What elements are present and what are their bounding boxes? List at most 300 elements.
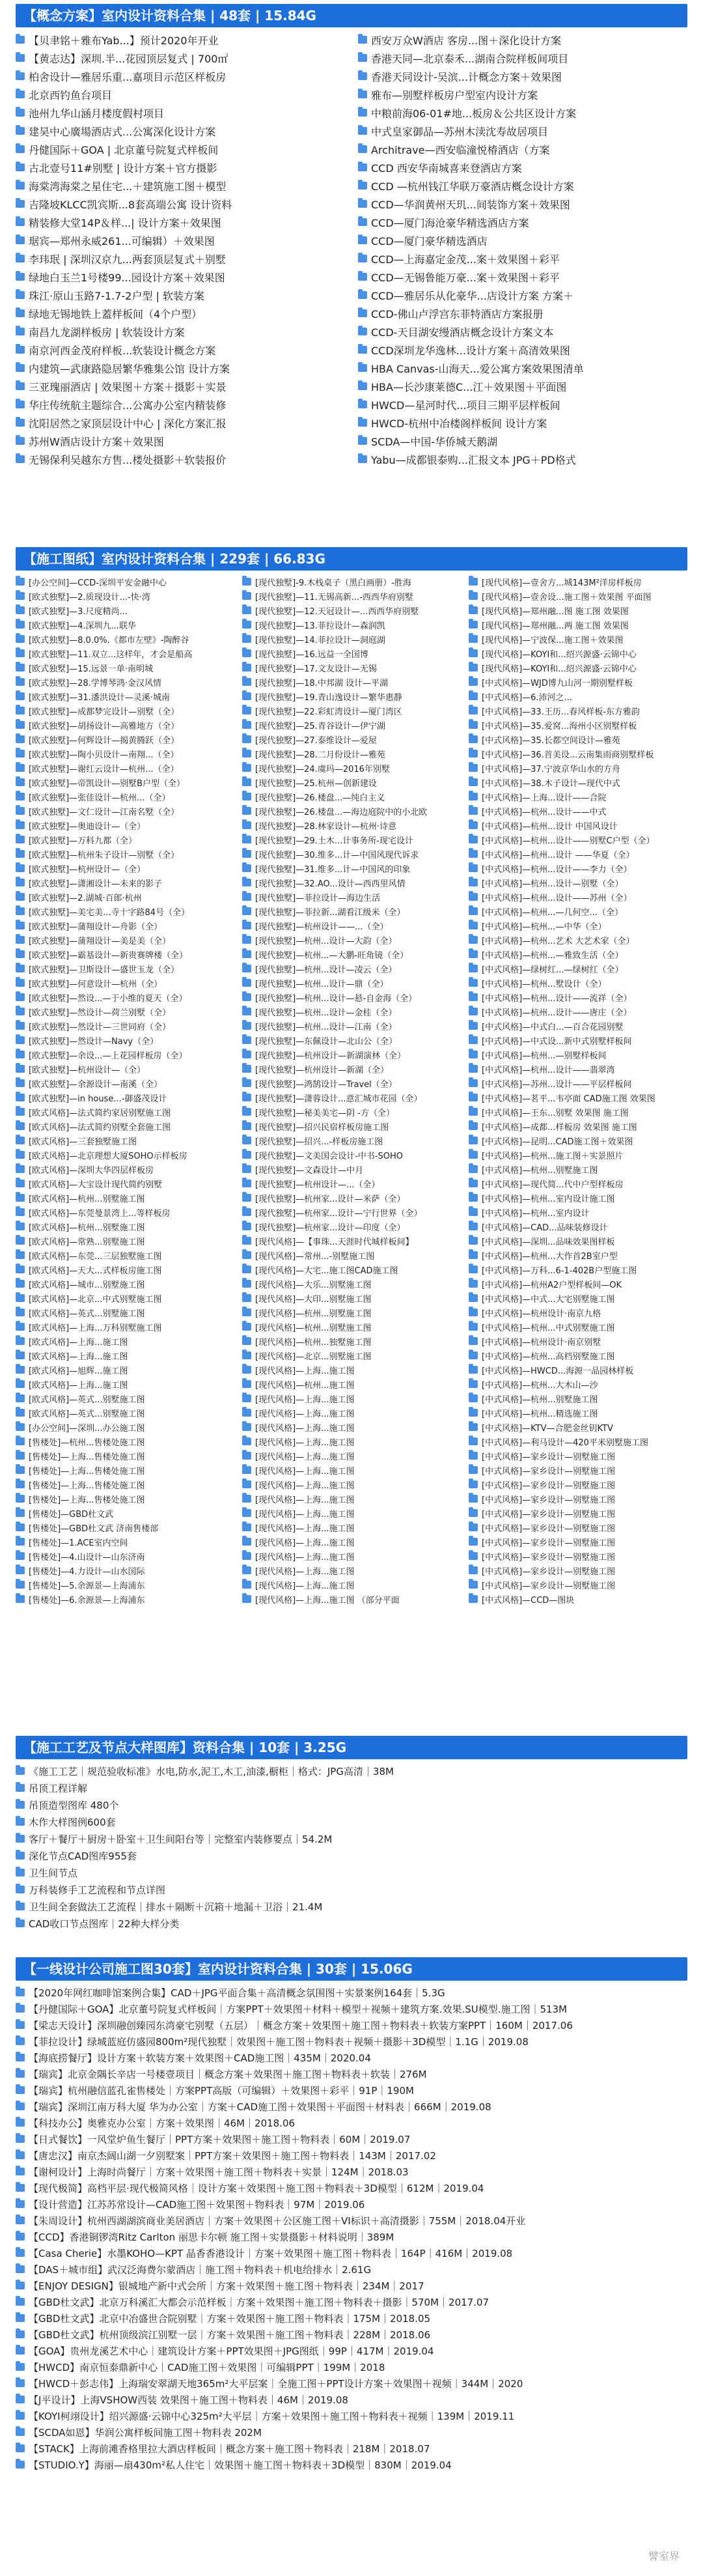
list-item[interactable] — [242, 1564, 461, 1576]
list-item[interactable] — [16, 1335, 234, 1347]
list-item[interactable] — [16, 87, 345, 102]
list-item[interactable] — [242, 834, 461, 845]
list-item[interactable] — [16, 1900, 687, 1913]
list-item[interactable] — [469, 1579, 687, 1591]
list-item[interactable] — [16, 2051, 687, 2064]
list-item[interactable] — [16, 977, 234, 989]
list-item[interactable] — [242, 690, 461, 702]
list-item[interactable] — [242, 1579, 461, 1591]
list-item[interactable] — [16, 2377, 687, 2390]
list-item[interactable] — [16, 197, 345, 211]
list-item[interactable] — [469, 834, 687, 845]
list-item[interactable] — [16, 2279, 687, 2292]
list-item[interactable] — [16, 1917, 687, 1930]
list-item[interactable] — [242, 676, 461, 688]
list-item[interactable] — [242, 1350, 461, 1361]
list-item[interactable] — [16, 2084, 687, 2097]
list-item[interactable] — [469, 776, 687, 788]
list-item[interactable] — [16, 397, 345, 412]
list-item[interactable] — [469, 604, 687, 616]
list-item[interactable] — [16, 619, 234, 630]
list-item[interactable] — [16, 1235, 234, 1247]
list-item[interactable] — [469, 1192, 687, 1204]
list-item[interactable] — [16, 834, 234, 845]
list-item[interactable] — [469, 590, 687, 602]
list-item[interactable] — [16, 819, 234, 831]
list-item[interactable] — [16, 178, 345, 193]
list-item[interactable] — [16, 590, 234, 602]
list-item[interactable] — [358, 270, 687, 284]
list-item[interactable] — [469, 1206, 687, 1218]
list-item[interactable] — [242, 590, 461, 602]
list-item[interactable] — [469, 1034, 687, 1046]
list-item[interactable] — [242, 1450, 461, 1462]
list-item[interactable] — [16, 1493, 234, 1505]
list-item[interactable] — [242, 1593, 461, 1605]
list-item[interactable] — [16, 1249, 234, 1261]
list-item[interactable] — [469, 1536, 687, 1548]
list-item[interactable] — [358, 251, 687, 266]
list-item[interactable] — [242, 662, 461, 673]
list-item[interactable] — [358, 178, 687, 193]
list-item[interactable] — [242, 848, 461, 860]
list-item[interactable] — [16, 2312, 687, 2325]
list-item[interactable] — [16, 891, 234, 903]
list-item[interactable] — [358, 361, 687, 375]
list-item[interactable] — [358, 288, 687, 302]
list-item[interactable] — [16, 791, 234, 802]
list-item[interactable] — [242, 1163, 461, 1175]
list-item[interactable] — [242, 948, 461, 960]
list-item[interactable] — [16, 991, 234, 1003]
list-item[interactable] — [16, 1049, 234, 1060]
list-item[interactable] — [16, 2360, 687, 2373]
list-item[interactable] — [242, 762, 461, 774]
list-item[interactable] — [16, 1077, 234, 1089]
list-item[interactable] — [16, 1550, 234, 1562]
list-item[interactable] — [242, 963, 461, 974]
list-item[interactable] — [242, 1020, 461, 1032]
list-item[interactable] — [469, 819, 687, 831]
list-item[interactable] — [358, 306, 687, 320]
list-item[interactable] — [16, 733, 234, 745]
list-item[interactable] — [16, 690, 234, 702]
list-item[interactable] — [16, 1364, 234, 1376]
list-item[interactable] — [469, 662, 687, 673]
list-item[interactable] — [358, 416, 687, 430]
list-item[interactable] — [16, 1120, 234, 1132]
list-item[interactable] — [358, 142, 687, 156]
list-item[interactable] — [242, 1550, 461, 1562]
list-item[interactable] — [16, 2181, 687, 2194]
list-item[interactable] — [469, 762, 687, 774]
list-item[interactable] — [16, 1135, 234, 1146]
list-item[interactable] — [16, 51, 345, 65]
list-item[interactable] — [469, 719, 687, 731]
list-item[interactable] — [242, 877, 461, 888]
list-item[interactable] — [16, 1221, 234, 1232]
list-item[interactable] — [16, 452, 345, 466]
list-item[interactable] — [16, 2198, 687, 2211]
list-item[interactable] — [16, 1815, 687, 1828]
list-item[interactable] — [469, 1077, 687, 1089]
list-item[interactable] — [469, 690, 687, 702]
list-item[interactable] — [16, 324, 345, 339]
list-item[interactable] — [469, 1436, 687, 1447]
list-item[interactable] — [242, 1049, 461, 1060]
list-item[interactable] — [469, 1550, 687, 1562]
list-item[interactable] — [469, 1264, 687, 1275]
list-item[interactable] — [469, 934, 687, 946]
list-item[interactable] — [16, 1407, 234, 1419]
list-item[interactable] — [16, 343, 345, 357]
list-item[interactable] — [242, 1178, 461, 1189]
list-item[interactable] — [242, 1307, 461, 1318]
list-item[interactable] — [242, 1092, 461, 1103]
list-item[interactable] — [242, 862, 461, 874]
list-item[interactable] — [16, 2263, 687, 2276]
list-item[interactable] — [16, 2230, 687, 2243]
list-item[interactable] — [469, 1335, 687, 1347]
list-item[interactable] — [469, 977, 687, 989]
list-item[interactable] — [16, 434, 345, 448]
list-item[interactable] — [16, 2067, 687, 2080]
list-item[interactable] — [358, 87, 687, 102]
list-item[interactable] — [242, 1364, 461, 1376]
list-item[interactable] — [16, 2035, 687, 2048]
list-item[interactable] — [16, 2100, 687, 2113]
list-item[interactable] — [242, 705, 461, 716]
list-item[interactable] — [16, 106, 345, 120]
list-item[interactable] — [469, 1235, 687, 1247]
list-item[interactable] — [469, 1006, 687, 1017]
list-item[interactable] — [242, 1063, 461, 1075]
list-item[interactable] — [469, 1063, 687, 1075]
list-item[interactable] — [16, 1564, 234, 1576]
list-item[interactable] — [16, 306, 345, 320]
list-item[interactable] — [469, 1522, 687, 1533]
list-item[interactable] — [16, 1866, 687, 1879]
list-item[interactable] — [242, 1149, 461, 1161]
list-item[interactable] — [16, 251, 345, 266]
list-item[interactable] — [358, 324, 687, 339]
list-item[interactable] — [469, 1464, 687, 1476]
list-item[interactable] — [16, 877, 234, 888]
list-item[interactable] — [16, 1522, 234, 1533]
list-item[interactable] — [16, 948, 234, 960]
list-item[interactable] — [242, 920, 461, 931]
list-item[interactable] — [469, 705, 687, 716]
list-item[interactable] — [242, 619, 461, 630]
list-item[interactable] — [469, 920, 687, 931]
list-item[interactable] — [16, 1536, 234, 1548]
list-item[interactable] — [16, 1278, 234, 1290]
list-item[interactable] — [469, 647, 687, 659]
list-item[interactable] — [469, 1092, 687, 1103]
list-item[interactable] — [242, 1507, 461, 1519]
list-item[interactable] — [16, 762, 234, 774]
list-item[interactable] — [469, 1307, 687, 1318]
list-item[interactable] — [469, 1135, 687, 1146]
list-item[interactable] — [242, 891, 461, 903]
list-item[interactable] — [16, 2295, 687, 2308]
list-item[interactable] — [469, 1249, 687, 1261]
list-item[interactable] — [16, 1479, 234, 1490]
list-item[interactable] — [469, 1321, 687, 1333]
list-item[interactable] — [358, 233, 687, 248]
list-item[interactable] — [469, 1292, 687, 1304]
list-item[interactable] — [16, 1849, 687, 1862]
list-item[interactable] — [16, 2116, 687, 2129]
list-item[interactable] — [469, 676, 687, 688]
list-item[interactable] — [469, 748, 687, 759]
list-item[interactable] — [16, 905, 234, 917]
list-item[interactable] — [469, 1120, 687, 1132]
list-item[interactable] — [242, 647, 461, 659]
list-item[interactable] — [358, 124, 687, 138]
list-item[interactable] — [469, 862, 687, 874]
list-item[interactable] — [469, 1450, 687, 1462]
list-item[interactable] — [242, 991, 461, 1003]
list-item[interactable] — [242, 1192, 461, 1204]
list-item[interactable] — [469, 733, 687, 745]
list-item[interactable] — [16, 705, 234, 716]
list-item[interactable] — [16, 1178, 234, 1189]
list-item[interactable] — [469, 576, 687, 587]
list-item[interactable] — [469, 791, 687, 802]
list-item[interactable] — [469, 1106, 687, 1118]
list-item[interactable] — [16, 1307, 234, 1318]
list-item[interactable] — [242, 819, 461, 831]
list-item[interactable] — [16, 1393, 234, 1404]
list-item[interactable] — [242, 1221, 461, 1232]
list-item[interactable] — [16, 2344, 687, 2357]
list-item[interactable] — [16, 2018, 687, 2031]
list-item[interactable] — [469, 1407, 687, 1419]
list-item[interactable] — [16, 361, 345, 375]
list-item[interactable] — [16, 2409, 687, 2422]
list-item[interactable] — [242, 1479, 461, 1490]
list-item[interactable] — [16, 2002, 687, 2015]
list-item[interactable] — [16, 920, 234, 931]
list-item[interactable] — [16, 1321, 234, 1333]
list-item[interactable] — [16, 1883, 687, 1896]
list-item[interactable] — [16, 776, 234, 788]
list-item[interactable] — [242, 733, 461, 745]
list-item[interactable] — [358, 215, 687, 229]
list-item[interactable] — [16, 1192, 234, 1204]
list-item[interactable] — [469, 948, 687, 960]
list-item[interactable] — [242, 934, 461, 946]
list-item[interactable] — [16, 2328, 687, 2341]
list-item[interactable] — [16, 2426, 687, 2439]
list-item[interactable] — [469, 1507, 687, 1519]
list-item[interactable] — [16, 1063, 234, 1075]
list-item[interactable] — [16, 288, 345, 302]
list-item[interactable] — [16, 1020, 234, 1032]
list-item[interactable] — [469, 1278, 687, 1290]
list-item[interactable] — [16, 1579, 234, 1591]
list-item[interactable] — [358, 343, 687, 357]
list-item[interactable] — [242, 1292, 461, 1304]
list-item[interactable] — [16, 676, 234, 688]
list-item[interactable] — [358, 51, 687, 65]
list-item[interactable] — [16, 604, 234, 616]
list-item[interactable] — [16, 1034, 234, 1046]
list-item[interactable] — [16, 215, 345, 229]
list-item[interactable] — [358, 397, 687, 412]
list-item[interactable] — [16, 33, 345, 47]
list-item[interactable] — [16, 160, 345, 175]
list-item[interactable] — [242, 1235, 461, 1247]
list-item[interactable] — [358, 379, 687, 393]
list-item[interactable] — [16, 719, 234, 731]
list-item[interactable] — [16, 1006, 234, 1017]
list-item[interactable] — [242, 1321, 461, 1333]
list-item[interactable] — [469, 1378, 687, 1390]
list-item[interactable] — [16, 233, 345, 248]
list-item[interactable] — [469, 805, 687, 817]
list-item[interactable] — [469, 963, 687, 974]
list-item[interactable] — [16, 416, 345, 430]
list-item[interactable] — [16, 1292, 234, 1304]
list-item[interactable] — [358, 69, 687, 83]
list-item[interactable] — [242, 1436, 461, 1447]
list-item[interactable] — [242, 719, 461, 731]
list-item[interactable] — [358, 106, 687, 120]
list-item[interactable] — [469, 1049, 687, 1060]
list-item[interactable] — [16, 1378, 234, 1390]
list-item[interactable] — [16, 2393, 687, 2406]
list-item[interactable] — [16, 1593, 234, 1605]
list-item[interactable] — [16, 124, 345, 138]
list-item[interactable] — [16, 1507, 234, 1519]
list-item[interactable] — [469, 1149, 687, 1161]
list-item[interactable] — [469, 619, 687, 630]
list-item[interactable] — [16, 1350, 234, 1361]
list-item[interactable] — [16, 934, 234, 946]
list-item[interactable] — [469, 1178, 687, 1189]
list-item[interactable] — [16, 1092, 234, 1103]
list-item[interactable] — [16, 1781, 687, 1794]
list-item[interactable] — [16, 270, 345, 284]
list-item[interactable] — [16, 2149, 687, 2162]
list-item[interactable] — [242, 1522, 461, 1533]
list-item[interactable] — [16, 1450, 234, 1462]
list-item[interactable] — [469, 1221, 687, 1232]
list-item[interactable] — [16, 963, 234, 974]
list-item[interactable] — [358, 434, 687, 448]
list-item[interactable] — [469, 1421, 687, 1433]
list-item[interactable] — [16, 2442, 687, 2455]
list-item[interactable] — [242, 1034, 461, 1046]
list-item[interactable] — [358, 452, 687, 466]
list-item[interactable] — [242, 776, 461, 788]
list-item[interactable] — [16, 2214, 687, 2227]
list-item[interactable] — [242, 1106, 461, 1118]
list-item[interactable] — [242, 905, 461, 917]
list-item[interactable] — [242, 1249, 461, 1261]
list-item[interactable] — [242, 1278, 461, 1290]
list-item[interactable] — [242, 1464, 461, 1476]
list-item[interactable] — [16, 1163, 234, 1175]
list-item[interactable] — [469, 891, 687, 903]
list-item[interactable] — [469, 991, 687, 1003]
list-item[interactable] — [358, 33, 687, 47]
list-item[interactable] — [16, 1798, 687, 1811]
list-item[interactable] — [242, 1378, 461, 1390]
list-item[interactable] — [242, 1335, 461, 1347]
list-item[interactable] — [16, 748, 234, 759]
list-item[interactable] — [242, 791, 461, 802]
list-item[interactable] — [16, 647, 234, 659]
list-item[interactable] — [16, 1206, 234, 1218]
list-item[interactable] — [16, 142, 345, 156]
list-item[interactable] — [242, 1421, 461, 1433]
list-item[interactable] — [469, 877, 687, 888]
list-item[interactable] — [16, 1106, 234, 1118]
list-item[interactable] — [16, 862, 234, 874]
list-item[interactable] — [242, 576, 461, 587]
list-item[interactable] — [16, 1832, 687, 1845]
list-item[interactable] — [16, 1764, 687, 1777]
list-item[interactable] — [242, 977, 461, 989]
list-item[interactable] — [242, 1120, 461, 1132]
list-item[interactable] — [469, 1564, 687, 1576]
list-item[interactable] — [16, 1464, 234, 1476]
list-item[interactable] — [242, 1264, 461, 1275]
list-item[interactable] — [469, 905, 687, 917]
list-item[interactable] — [16, 1264, 234, 1275]
list-item[interactable] — [242, 1393, 461, 1404]
list-item[interactable] — [242, 805, 461, 817]
list-item[interactable] — [358, 197, 687, 211]
list-item[interactable] — [469, 1163, 687, 1175]
list-item[interactable] — [242, 1006, 461, 1017]
list-item[interactable] — [16, 379, 345, 393]
list-item[interactable] — [16, 1149, 234, 1161]
list-item[interactable] — [242, 1536, 461, 1548]
list-item[interactable] — [469, 1493, 687, 1505]
list-item[interactable] — [16, 1421, 234, 1433]
list-item[interactable] — [242, 1493, 461, 1505]
list-item[interactable] — [469, 1364, 687, 1376]
list-item[interactable] — [242, 748, 461, 759]
list-item[interactable] — [469, 1393, 687, 1404]
list-item[interactable] — [16, 848, 234, 860]
list-item[interactable] — [469, 848, 687, 860]
list-item[interactable] — [16, 2246, 687, 2259]
list-item[interactable] — [469, 1593, 687, 1605]
list-item[interactable] — [469, 1020, 687, 1032]
list-item[interactable] — [16, 1436, 234, 1447]
list-item[interactable] — [16, 2132, 687, 2145]
list-item[interactable] — [16, 1986, 687, 1999]
list-item[interactable] — [469, 1350, 687, 1361]
list-item[interactable] — [16, 576, 234, 587]
list-item[interactable] — [16, 2165, 687, 2178]
list-item[interactable] — [358, 160, 687, 175]
list-item[interactable] — [469, 633, 687, 645]
list-item[interactable] — [242, 1135, 461, 1146]
list-item[interactable] — [16, 2458, 687, 2471]
list-item[interactable] — [469, 1479, 687, 1490]
list-item[interactable] — [16, 69, 345, 83]
list-item[interactable] — [242, 1077, 461, 1089]
list-item[interactable] — [242, 604, 461, 616]
list-item[interactable] — [242, 1407, 461, 1419]
list-item[interactable] — [242, 1206, 461, 1218]
